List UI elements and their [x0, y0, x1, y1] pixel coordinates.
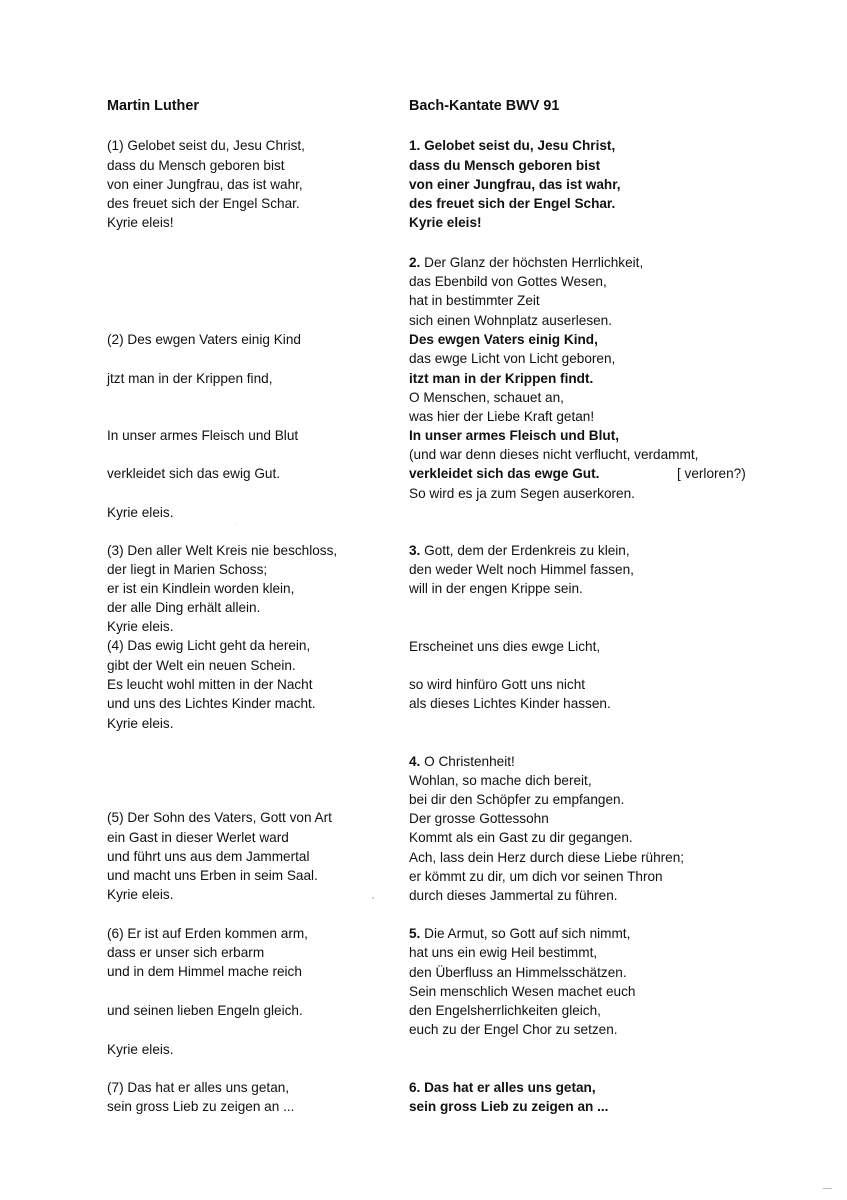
right-verse-line: von einer Jungfrau, das ist wahr,	[409, 177, 621, 192]
right-verse-line: dass du Mensch geboren bist	[409, 158, 601, 173]
right-verse-line: itzt man in der Krippen findt.	[409, 371, 594, 386]
scan-speck	[372, 897, 374, 899]
left-verse-line: jtzt man in der Krippen find,	[107, 371, 273, 386]
right-verse-line: Sein menschlich Wesen machet euch	[409, 984, 636, 999]
left-verse-line: (1) Gelobet seist du, Jesu Christ,	[107, 138, 305, 153]
right-verse-line: In unser armes Fleisch und Blut,	[409, 428, 619, 443]
right-verse-line: das Ebenbild von Gottes Wesen,	[409, 274, 607, 289]
right-verse-line: bei dir den Schöpfer zu empfangen.	[409, 792, 625, 807]
left-verse-line: und seinen lieben Engeln gleich.	[107, 1003, 303, 1018]
left-verse-line: verkleidet sich das ewig Gut.	[107, 466, 281, 481]
right-verse-line: den Engelsherrlichkeiten gleich,	[409, 1003, 601, 1018]
right-verse-line: 6. Das hat er alles uns getan,	[409, 1080, 596, 1095]
right-verse-line: hat in bestimmter Zeit	[409, 293, 540, 308]
left-verse-line: (6) Er ist auf Erden kommen arm,	[107, 926, 308, 941]
left-verse-line: der liegt in Marien Schoss;	[107, 562, 268, 577]
right-verse-line: durch dieses Jammertal zu führen.	[409, 888, 618, 903]
right-verse-line: den Überfluss an Himmelsschätzen.	[409, 965, 627, 980]
verse-text: Der Glanz der höchsten Herrlichkeit,	[420, 255, 644, 270]
right-verse-line: Wohlan, so mache dich bereit,	[409, 773, 592, 788]
scan-speck	[236, 524, 237, 525]
left-verse-line: ein Gast in dieser Werlet ward	[107, 830, 289, 845]
left-verse-line: (3) Den aller Welt Kreis nie beschloss,	[107, 543, 338, 558]
right-verse-line: das ewge Licht von Licht geboren,	[409, 351, 616, 366]
left-verse-line: Kyrie eleis.	[107, 619, 174, 634]
verse-text: O Christenheit!	[420, 754, 515, 769]
left-verse-line: In unser armes Fleisch und Blut	[107, 428, 299, 443]
right-verse-line: So wird es ja zum Segen auserkoren.	[409, 486, 635, 501]
right-verse-line: sich einen Wohnplatz auserlesen.	[409, 313, 613, 328]
right-verse-line: hat uns ein ewig Heil bestimmt,	[409, 945, 598, 960]
left-verse-line: gibt der Welt ein neuen Schein.	[107, 658, 296, 673]
right-verse-line: des freuet sich der Engel Schar.	[409, 196, 616, 211]
verse-number: 3.	[409, 543, 421, 558]
right-verse-line: als dieses Lichtes Kinder hassen.	[409, 696, 611, 711]
right-verse-line: sein gross Lieb zu zeigen an ...	[409, 1099, 609, 1114]
right-verse-line: O Menschen, schauet an,	[409, 390, 564, 405]
left-verse-line: des freuet sich der Engel Schar.	[107, 196, 300, 211]
right-verse-line: euch zu der Engel Chor zu setzen.	[409, 1022, 618, 1037]
left-verse-line: und führt uns aus dem Jammertal	[107, 849, 310, 864]
left-verse-line: und in dem Himmel mache reich	[107, 964, 302, 979]
right-verse-line: Kyrie eleis!	[409, 215, 482, 230]
right-verse-line: den weder Welt noch Himmel fassen,	[409, 562, 634, 577]
left-verse-line: dass er unser sich erbarm	[107, 945, 265, 960]
left-verse-line: Kyrie eleis.	[107, 1042, 174, 1057]
right-verse-line: verkleidet sich das ewge Gut.	[409, 466, 600, 481]
verse-text: Die Armut, so Gott auf sich nimmt,	[420, 926, 631, 941]
left-verse-line: und uns des Lichtes Kinder macht.	[107, 696, 316, 711]
verse-number: 4.	[409, 754, 421, 769]
right-verse-line	[409, 253, 643, 272]
scan-speck	[823, 1188, 832, 1189]
left-verse-line: Kyrie eleis!	[107, 215, 174, 230]
verse-number: 2.	[409, 255, 421, 270]
left-verse-line: der alle Ding erhält allein.	[107, 600, 261, 615]
right-verse-line: er kömmt zu dir, um dich vor seinen Thron	[409, 869, 663, 884]
left-verse-line: und macht uns Erben in seim Saal.	[107, 868, 318, 883]
right-verse-line: Der grosse Gottessohn	[409, 811, 549, 826]
right-verse-line: Des ewgen Vaters einig Kind,	[409, 332, 598, 347]
right-verse-line: was hier der Liebe Kraft getan!	[409, 409, 595, 424]
left-verse-line: (5) Der Sohn des Vaters, Gott von Art	[107, 810, 332, 825]
right-verse-line: 1. Gelobet seist du, Jesu Christ,	[409, 138, 616, 153]
luther-heading: Martin Luther	[107, 98, 199, 114]
right-verse-line: so wird hinfüro Gott uns nicht	[409, 677, 586, 692]
left-verse-line: dass du Mensch geboren bist	[107, 158, 285, 173]
left-verse-line: Kyrie eleis.	[107, 716, 174, 731]
verse-number: 5.	[409, 926, 421, 941]
bach-heading: Bach-Kantate BWV 91	[409, 98, 560, 114]
right-verse-line: (und war denn dieses nicht verflucht, verdammt,	[409, 447, 699, 462]
left-verse-line: (7) Das hat er alles uns getan,	[107, 1080, 290, 1095]
right-verse-line: Ach, lass dein Herz durch diese Liebe rühren;	[409, 850, 685, 865]
right-verse-line: Erscheinet uns dies ewge Licht,	[409, 639, 601, 654]
left-verse-line: sein gross Lieb zu zeigen an ...	[107, 1099, 295, 1114]
left-verse-line: (4) Das ewig Licht geht da herein,	[107, 638, 311, 653]
right-verse-line	[409, 541, 630, 560]
verse-text: Gott, dem der Erdenkreis zu klein,	[420, 543, 630, 558]
right-verse-line	[409, 752, 515, 771]
left-verse-line: von einer Jungfrau, das ist wahr,	[107, 177, 303, 192]
margin-note: [ verloren?)	[677, 466, 746, 481]
left-verse-line: Kyrie eleis.	[107, 505, 174, 520]
right-verse-line: Kommt als ein Gast zu dir gegangen.	[409, 830, 633, 845]
left-verse-line: Es leucht wohl mitten in der Nacht	[107, 677, 313, 692]
left-verse-line: Kyrie eleis.	[107, 887, 174, 902]
right-verse-line	[409, 924, 630, 943]
right-verse-line: will in der engen Krippe sein.	[409, 581, 583, 596]
left-verse-line: (2) Des ewgen Vaters einig Kind	[107, 332, 301, 347]
left-verse-line: er ist ein Kindlein worden klein,	[107, 581, 295, 596]
